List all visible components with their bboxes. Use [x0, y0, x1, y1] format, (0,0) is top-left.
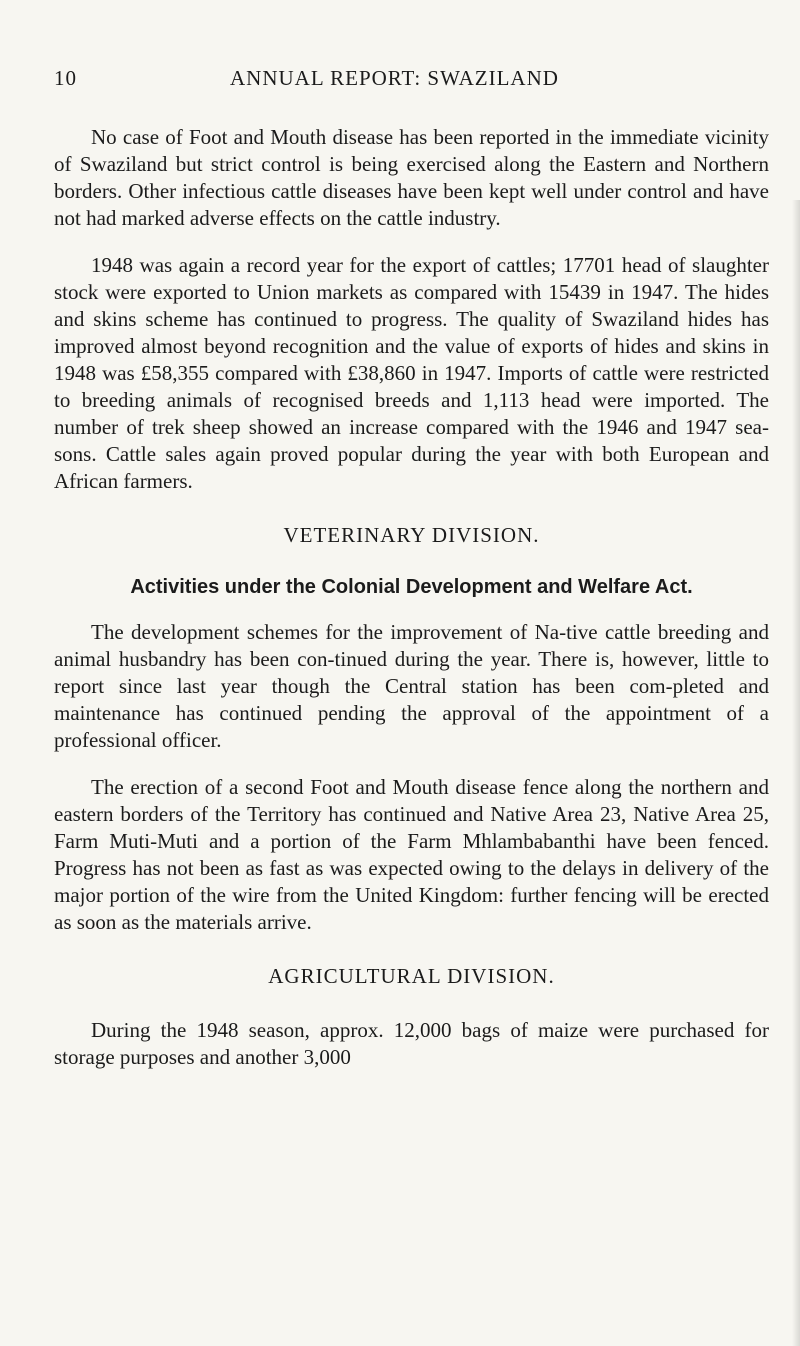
- running-head: [54, 66, 769, 96]
- section-heading-veterinary: VETERINARY DIVISION.: [283, 523, 540, 547]
- running-title: ANNUAL REPORT: SWAZILAND: [230, 66, 559, 90]
- page: [54, 66, 769, 1091]
- paragraph-fence-erection: The erection of a second Foot and Mouth disease fence along the northern and eastern borders of the Territory has continued and Native Area 23, Native Area 25, Farm Muti-Muti and a portion of the Farm Mhlambabanthi have been fenced. Progress has not been as fast as was expected owing to the delays in delivery of the major portion of the wire from the United Kingdom: further fencing will be erected as soon as the materials arrive.: [54, 775, 769, 934]
- paragraph-cattle-export: 1948 was again a record year for the export of cattles; 17701 head of slaughter stock were exported to Union markets as compared with 15439 in 1947. The hides and skins scheme has continued to progress. The quality of Swaziland hides has improved almost beyond recognition and the value of exports of hides and skins in 1948 was £58,355 compared with £38,860 in 1947. Imports of cattle were restricted to breeding animals of recognised breeds and 1,113 head were imported. The number of trek sheep showed an increase compared with the 1946 and 1947 sea-sons. Cattle sales again proved popular during the year with both European and African farmers.: [54, 253, 769, 493]
- page-edge-shadow: [792, 200, 800, 1346]
- paragraph-maize-purchase: During the 1948 season, approx. 12,000 bags of maize were purchased for storage purposes and another 3,000: [54, 1018, 769, 1069]
- paragraph-development-schemes: The development schemes for the improvement of Na-tive cattle breeding and animal husbandry has been con-tinued during the year. There is, however, little to report since last year though the Central station has been com-pleted and maintenance has continued pending the approval of the appointment of a professional officer.: [54, 620, 769, 752]
- subheading-colonial-development: Activities under the Colonial Development and Welfare Act.: [130, 576, 693, 598]
- paragraph-foot-and-mouth: No case of Foot and Mouth disease has been reported in the immediate vicinity of Swaziland but strict control is being exercised along the Eastern and Northern borders. Other infectious cattle diseases have been kept well under control and have not had marked adverse effects on the cattle industry.: [54, 125, 769, 230]
- page-number: 10: [54, 66, 77, 90]
- section-heading-agricultural: AGRICULTURAL DIVISION.: [268, 964, 555, 988]
